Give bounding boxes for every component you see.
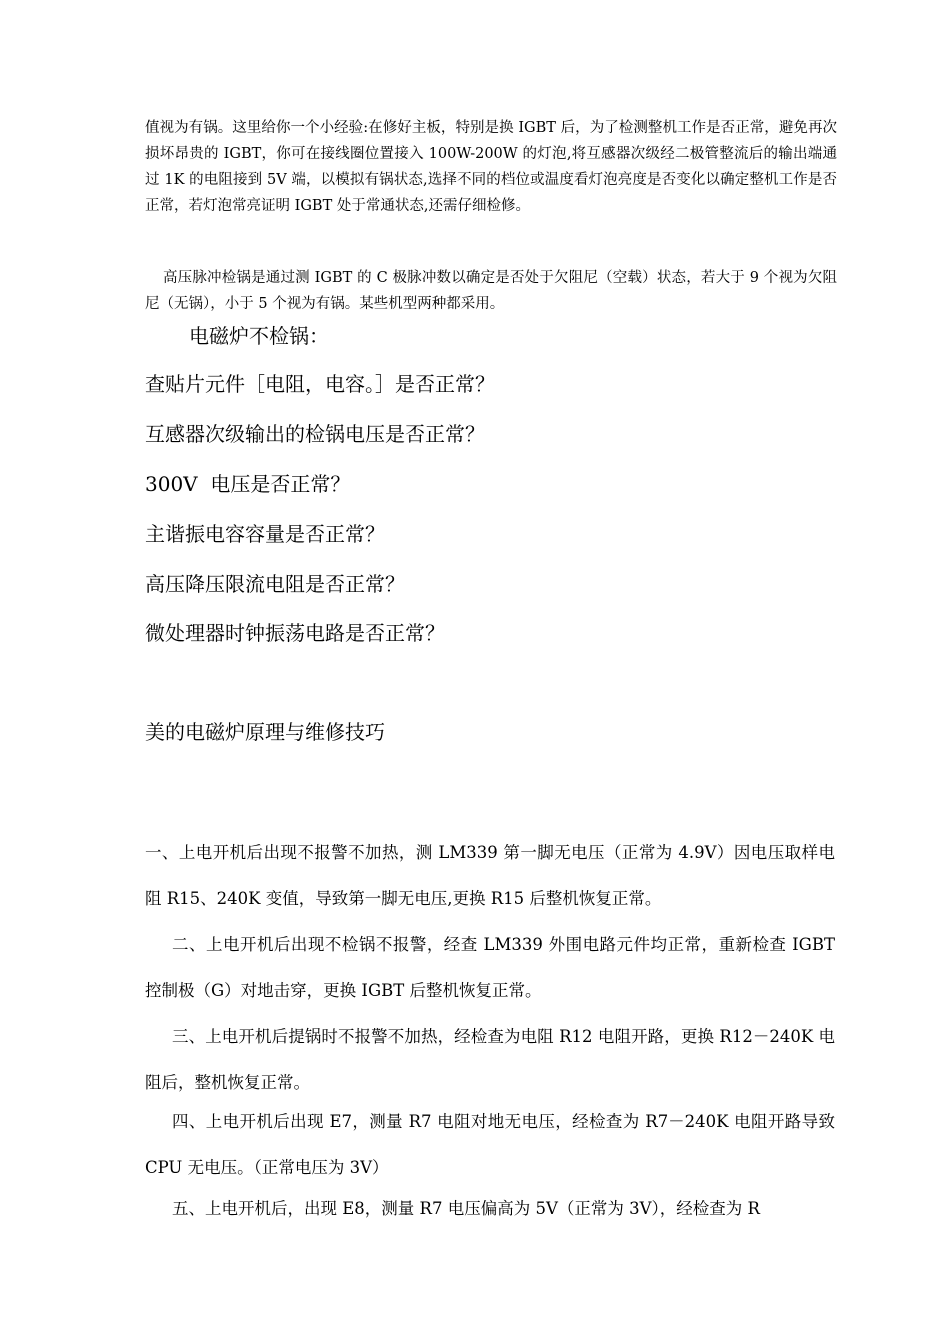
repair-case: 五、上电开机后，出现 E8，测量 R7 电压偏高为 5V（正常为 3V），经检查为 R [172, 1199, 760, 1218]
repair-case: 三、上电开机后提锅时不报警不加热，经检查为电阻 R12 电阻开路，更换 R12－240K 电阻后，整机恢复正常。 [145, 1027, 835, 1092]
checklist-item: 300V 电压是否正常？ [145, 472, 351, 496]
intro-paragraph: 值视为有锅。这里给你一个小经验:在修好主板，特别是换 IGBT 后，为了检测整机工作是否正常，避免再次损坏昂贵的 IGBT，你可在接线圈位置接入 100W-200W 的灯泡,将互感器次级经二极管整流后的输出端通过 1K 的电阻接到 5V 端，以模拟有锅状态,选择不同的档位或温度看灯泡亮度是否变化以确定整机工作是否正常，若灯泡常亮证明 IGBT 处于常通状态,还需仔细检修。 [145, 120, 837, 214]
repair-case: 一、上电开机后出现不报警不加热，测 LM339 第一脚无电压（正常为 4.9V）因电压取样电阻 R15、240K 变值，导致第一脚无电压,更换 R15 后整机恢复正常。 [145, 843, 835, 908]
section-title: 美的电磁炉原理与维修技巧 [145, 720, 385, 744]
checklist-item: 互感器次级输出的检锅电压是否正常？ [145, 422, 485, 446]
checklist-item: 主谐振电容容量是否正常？ [145, 522, 385, 546]
checklist-item: 微处理器时钟振荡电路是否正常？ [145, 621, 445, 645]
repair-case: 四、上电开机后出现 E7，测量 R7 电阻对地无电压，经检查为 R7－240K 电阻开路导致 CPU 无电压。（正常电压为 3V） [145, 1112, 835, 1177]
checklist-item: 查贴片元件［电阻，电容。］是否正常？ [145, 372, 495, 396]
pulse-detection-paragraph: 高压脉冲检锅是通过测 IGBT 的 C 极脉冲数以确定是否处于欠阻尼（空载）状态，若大于 9 个视为欠阻尼（无锅），小于 5 个视为有锅。某些机型两种都采用。 [145, 270, 837, 312]
checklist-item: 高压降压限流电阻是否正常？ [145, 572, 405, 596]
repair-case: 二、上电开机后出现不检锅不报警，经查 LM339 外围电路元件均正常，重新检查 IGBT 控制极（G）对地击穿，更换 IGBT 后整机恢复正常。 [145, 935, 835, 1000]
no-pot-detection-heading: 电磁炉不检锅： [189, 324, 329, 348]
